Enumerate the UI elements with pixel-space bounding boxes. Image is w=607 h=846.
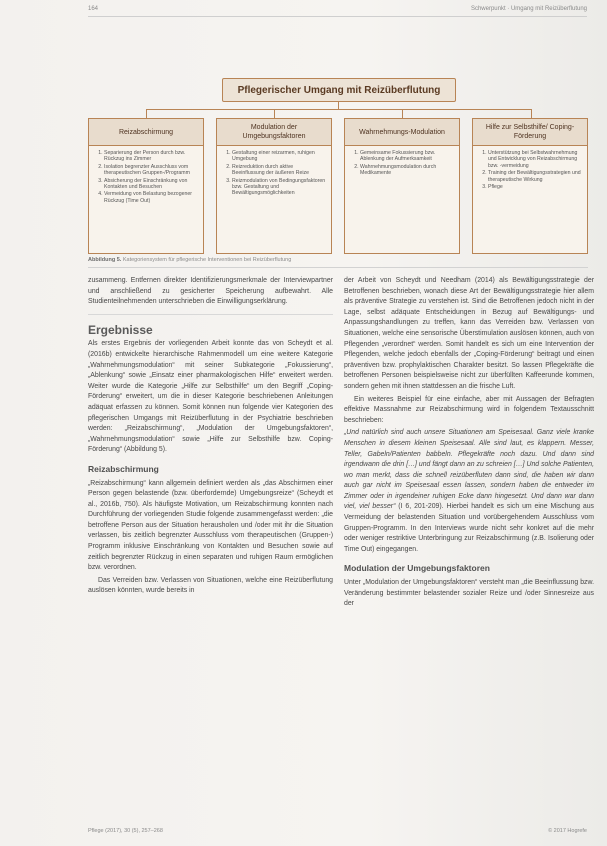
connector-drop-4 bbox=[531, 109, 532, 118]
category-heading-modulation: Modulation der Umgebungsfaktoren bbox=[216, 118, 332, 146]
connector-stem bbox=[338, 101, 339, 109]
subsection-title-modulation: Modulation der Umgebungsfaktoren bbox=[344, 563, 490, 574]
connector-drop-1 bbox=[146, 109, 147, 118]
quote-reference: (I 6, 201-209). Hierbei handelt es sich um eine Mischung aus Vermeidung der belastenden Situation und vorübergehendem Ausschluss vom Gruppen-Programm. In den Interviews wurde nicht sehr konkret auf die mehr oder weniger restriktive Unterbringung zur Reizabschirmung (z.B. Isolierung oder Time Out) eingegangen. bbox=[344, 503, 594, 553]
connector-bar bbox=[146, 109, 531, 110]
caption-label: Abbildung 5. bbox=[88, 257, 122, 263]
subsection-title-reizabschirmung: Reizabschirmung bbox=[88, 463, 159, 474]
running-head bbox=[88, 6, 587, 12]
reizabschirmung-paragraph-2: Das Verreiden bzw. Verlassen von Situationen, welche eine Reizüberflutung auslösen könnten, wurde bereits in bbox=[88, 576, 333, 595]
modulation-paragraph: Unter „Modulation der Umgebungsfaktoren“ versteht man „die Beeinflussung bzw. Veränderung bestimmter belastender sozialer Reize und /oder Sinnesreize aus der bbox=[344, 579, 594, 608]
category-box-coping bbox=[472, 146, 588, 254]
category-heading-reizabschirmung: Reizabschirmung bbox=[88, 118, 204, 146]
category-box-reizabschirmung bbox=[88, 146, 204, 254]
footer-copyright: © 2017 Hogrefe bbox=[548, 828, 587, 834]
category-box-wahrnehmung bbox=[344, 146, 460, 254]
category-item: 2. Isolation begrenzter Ausschluss vom therapeutischen Gruppen-/Programm bbox=[104, 164, 198, 177]
category-heading-coping: Hilfe zur Selbsthilfe/ Coping-Förderung bbox=[472, 118, 588, 146]
results-paragraph: Als erstes Ergebnis der vorliegenden Arbeit konnte das von Scheydt et al. (2016b) entwickelte hierarchische Rahmenmodell um eine weitere Kategorie „Wahrnehmungsmodulation“ mit seiner Subkategorie „Fokussierung“, „Ablenkung“ sowie „Einsatz einer pharmakologischen Hilfe“ erweitert werden. Weiter wurde die Kategorie „Hilfe zur Selbsthilfe“ um den Begriff „Coping-Förderung“ erweitert, um die in dieser Kategorie beschriebenen Anleitungen adäquat erfassen zu können. Somit können nun folgende vier Kategorien des pflegerischen Umgangs mit Reizüberflutung in der Psychiatrie beschrieben werden: „Reizabschirmung“, „Modulation der Umgebungsfaktoren“, „Wahrnehmungsmodulation“ sowie „Hilfe zur Selbsthilfe bzw. Coping-Förderung“ (Abbildung 5). bbox=[88, 340, 333, 454]
diagram-title: Pflegerischer Umgang mit Reizüberflutung bbox=[222, 78, 456, 102]
category-item: 2. Training der Bewältigungsstrategien und therapeutische Wirkung bbox=[488, 170, 582, 183]
category-item: 4. Vermeidung von Belastung bezogener Rückzug (Time Out) bbox=[104, 191, 198, 204]
caption-text: Kategoriensystem für pflegerische Interventionen bei Reizüberflutung bbox=[122, 257, 292, 263]
category-item: 1. Separierung der Person durch bzw. Rückzug ins Zimmer bbox=[104, 150, 198, 163]
intro-paragraph: zusammeng. Entfernen direkter Identifizierungsmerkmale der Interviewpartner und anschließend zu gesicherter Speicherung aufbewahrt. Alle Studienteilnehmenden unterschrieben die Einwilligungserklärung. bbox=[88, 277, 333, 306]
figure-diagram bbox=[88, 74, 588, 254]
connector-drop-3 bbox=[402, 109, 403, 118]
category-heading-wahrnehmung: Wahrnehmungs-Modulation bbox=[344, 118, 460, 146]
header-rule bbox=[88, 16, 587, 17]
figure-caption bbox=[88, 257, 588, 263]
category-item: 1. Gestaltung einer reizarmen, ruhigen Umgebung bbox=[232, 150, 326, 163]
category-box-modulation bbox=[216, 146, 332, 254]
reizabschirmung-paragraph-1: „Reizabschirmung“ kann allgemein definiert werden als „das Abschirmen einer Person gegen belastende (bzw. überfordernde) Umgebungsreize“ (Scheydt et al., 2016b, 750). Als häufigste Motivation, um Reizabschirmung konnten nach Durchführung der vorliegenden Studie folgende zusammengefasst werden: „die betroffene Person aus der Situation herausholen und /oder mit ihr die Situation verlassen, bis zeitlich begrenzter Ausschluss vom therapeutischen (Gruppen-) Programm inklusive Einschränkung von Kontakten und Besuchen sowie auf zeitlich begrenzter Rückzug in einen separaten und ruhigen Raum ermöglichen bzw. verordnen. bbox=[88, 479, 333, 572]
section-rule bbox=[88, 314, 333, 315]
connector-drop-2 bbox=[274, 109, 275, 118]
category-item: 1. Gemeinsame Fokussierung bzw. Ablenkung der Aufmerksamkeit bbox=[360, 150, 454, 163]
page-number: 164 bbox=[88, 6, 99, 12]
left-column bbox=[88, 276, 333, 599]
paragraph: Ein weiteres Beispiel für eine einfache, aber mit Aussagen der Befragten effektive Massnahme zur Reizabschirmung wird in folgendem Textausschnitt beschrieben: bbox=[344, 395, 594, 424]
paragraph: der Arbeit von Scheydt und Needham (2014) als Bewältigungsstrategie der Betroffenen beschrieben, wonach diese Art der Bewältigungsstrategie hier allem als präventive Strategie zu verstehen ist. Sind die Betroffenen jedoch nicht in der Lage, selbst adäquate Entscheidungen in Bezug auf Bewältigungs- und Anpassungshandlungen zu treffen, kann das Verreiden bzw. Verlassen von Situationen, welche eine sensorische Überstimulation auslösen können, auch von Pflegenden „verordnet“ werden. Somit handelt es sich um eine Intervention der Pflegenden, welche jedoch ebenfalls der „Coping-Förderung“ beitragt und einen präventiven bzw. prophylaktischen Charakter besitzt. So lassen Pflegekräfte die betroffenen Personen beispielsweise nicht zur überfüllten Kaffeerunde kommen, sondern gehen mit ihnen stattdessen an die frische Luft. bbox=[344, 277, 594, 390]
category-item: 3. Pflege bbox=[488, 184, 582, 190]
category-item: 3. Reizmodulation von Bedingungsfaktoren bzw. Gestaltung und Bewältigungsmöglichkeiten bbox=[232, 178, 326, 197]
caption-rule bbox=[88, 267, 588, 268]
section-title: Ergebnisse bbox=[88, 322, 153, 337]
right-column bbox=[344, 276, 594, 612]
footer-citation: Pflege (2017), 30 (5), 257–268 bbox=[88, 828, 163, 834]
journal-section: Schwerpunkt · Umgang mit Reizüberflutung bbox=[470, 6, 587, 12]
interview-quote-paragraph bbox=[344, 428, 594, 555]
category-item: 2. Wahrnehmungsmodulation durch Medikamente bbox=[360, 164, 454, 177]
category-item: 3. Absicherung der Einschränkung von Kontakten und Besuchen bbox=[104, 178, 198, 191]
category-item: 2. Reizreduktion durch aktive Beeinflussung der äußeren Reize bbox=[232, 164, 326, 177]
interview-quote: „Und natürlich sind auch unsere Situationen am Speisesaal. Ganz viele kranke Menschen in diesem kleinen Speisesaal. Alle sind laut, es klappern. Messer, Teller, Gabeln/Patienten babbeln. Pflegekräfte noch dazu. Und dann sind irgendwann die drin […] und fängt dann an zu schreien […] Und solche Patienten, wo man merkt, dass die schnell reizüberfluten dann sind, die haben wir dann auch gar nicht im Speisesaal essen lassen, sondern haben die entweder im Zimmer oder in irgendeiner ruhigen Ecke dann hingesetzt. Und dann war dann viel, viel besser“ bbox=[344, 429, 594, 511]
category-item: 1. Unterstützung bei Selbstwahrnehmung und Entwicklung von Reizabschirmung bzw. -vermeidung bbox=[488, 150, 582, 169]
